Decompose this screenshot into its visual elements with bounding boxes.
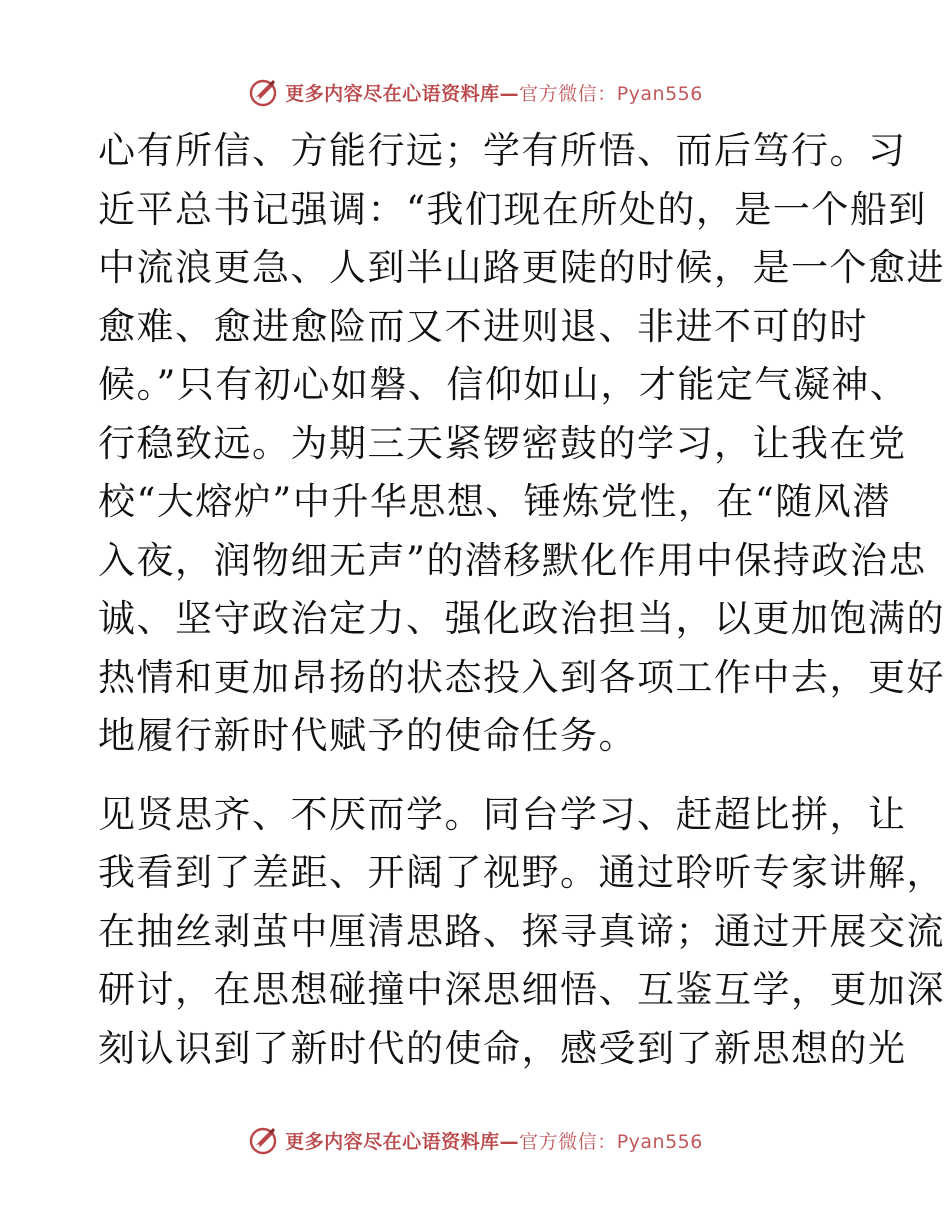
text-line: 候。”只有初心如磐、信仰如山，才能定气凝神、: [98, 363, 909, 406]
footer-wechat-id: Pyan556: [616, 1130, 703, 1153]
document-body: [98, 122, 945, 1078]
text-line: 见贤思齐、不厌而学。同台学习、赶超比拼，让: [98, 792, 907, 836]
text-line: 热情和更加昂扬的状态投入到各项工作中去，更好: [98, 655, 945, 699]
paragraph-1: [98, 122, 945, 766]
footer-wechat-label: 官方微信：: [519, 1130, 617, 1153]
pen-logo-icon: [247, 1124, 279, 1156]
header-wechat-label: 官方微信：: [519, 82, 617, 105]
header-separator: —: [499, 82, 520, 105]
text-line: 我看到了差距、开阔了视野。通过聆听专家讲解，: [98, 851, 945, 894]
text-line: 愈难、愈进愈险而又不进则退、非进不可的时: [98, 304, 868, 348]
header-watermark: [0, 72, 950, 112]
header-site-text: 更多内容尽在心语资料库: [285, 82, 500, 105]
text-line: 行稳致远。为期三天紧锣密鼓的学习，让我在党: [98, 421, 907, 465]
text-line: 诚、坚守政治定力、强化政治担当，以更加饱满的: [98, 597, 945, 640]
paragraph-spacer: [98, 766, 858, 786]
text-line: 入夜，润物细无声”的潜移默化作用中保持政治忠: [98, 538, 927, 582]
text-line: 心有所信、方能行远；学有所悟、而后笃行。习: [98, 129, 907, 172]
text-line: 校“大熔炉”中升华思想、锤炼党性，在“随风潜: [98, 480, 891, 523]
paragraph-2: [98, 786, 945, 1079]
text-line: 近平总书记强调：“我们现在所处的，是一个船到: [98, 187, 927, 231]
text-line: 刻认识到了新时代的使命，感受到了新思想的光: [98, 1026, 907, 1070]
footer-site-text: 更多内容尽在心语资料库: [285, 1130, 500, 1153]
text-line: 地履行新时代赋予的使命任务。: [98, 714, 637, 757]
text-line: 中流浪更急、人到半山路更陡的时候，是一个愈进: [98, 246, 945, 289]
footer-watermark: [0, 1120, 950, 1160]
footer-separator: —: [499, 1130, 520, 1153]
header-wechat-id: Pyan556: [616, 82, 703, 105]
pen-logo-icon: [247, 76, 279, 108]
text-line: 研讨，在思想碰撞中深思细悟、互鉴互学，更加深: [98, 968, 945, 1011]
text-line: 在抽丝剥茧中厘清思路、探寻真谛；通过开展交流: [98, 909, 945, 953]
